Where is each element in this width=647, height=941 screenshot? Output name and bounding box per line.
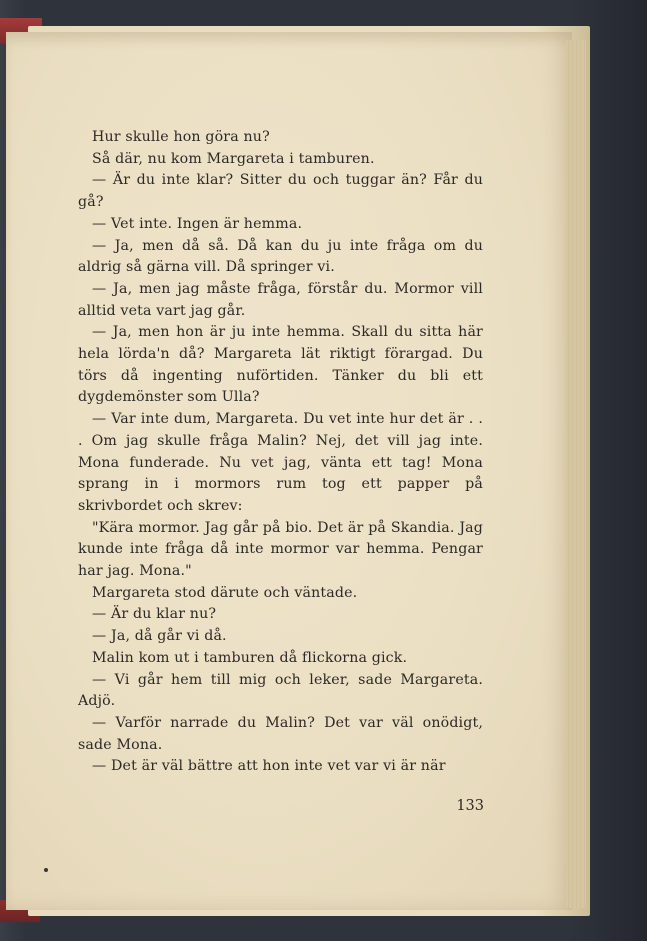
paragraph: "Kära mormor. Jag går på bio. Det är på Skandia. Jag kunde inte fråga då inte mormor var hemma. Pengar har jag. Mona." [78, 519, 483, 580]
paragraph: Hur skulle hon göra nu? [92, 129, 270, 145]
paragraph: — Var inte dum, Margareta. Du vet inte hur det är . . . Om jag skulle fråga Malin? Nej, det vill jag inte. Mona funderade. Nu vet jag, vänta ett tag! Mona sprang in i mormors rum tog ett papper på skrivbordet och skrev: [78, 411, 483, 514]
page-number: 133 [456, 798, 484, 814]
paragraph: — Vi går hem till mig och leker, sade Margareta. Adjö. [78, 671, 483, 710]
dust-speck [44, 868, 48, 872]
paragraph: Så där, nu kom Margareta i tamburen. [92, 150, 375, 167]
body-text [78, 127, 483, 778]
paragraph: Margareta stod därute och väntade. [92, 584, 358, 601]
paragraph: — Ja, men hon är ju inte hemma. Skall du sitta här hela lörda'n då? Margareta lät riktigt förargad. Du törs då ingenting nuförtiden. Tänker du bli ett dygdemönster som Ulla? [78, 324, 483, 406]
paragraph: — Ja, men jag måste fråga, förstår du. Mormor vill alltid veta vart jag går. [78, 280, 483, 319]
paragraph: — Är du inte klar? Sitter du och tuggar än? Får du gå? [78, 172, 483, 211]
paragraph: — Ja, då går vi då. [92, 628, 227, 645]
paragraph: — Varför narrade du Malin? Det var väl onödigt, sade Mona. [78, 714, 483, 753]
paragraph: Malin kom ut i tamburen då flickorna gick. [92, 649, 408, 666]
paragraph: — Vet inte. Ingen är hemma. [92, 215, 303, 232]
paragraph: — Det är väl bättre att hon inte vet var vi är när [92, 758, 446, 775]
paragraph: — Är du klar nu? [92, 606, 217, 623]
page-edges [566, 40, 586, 908]
paragraph: — Ja, men då så. Då kan du ju inte fråga om du aldrig så gärna vill. Då springer vi. [78, 237, 483, 276]
